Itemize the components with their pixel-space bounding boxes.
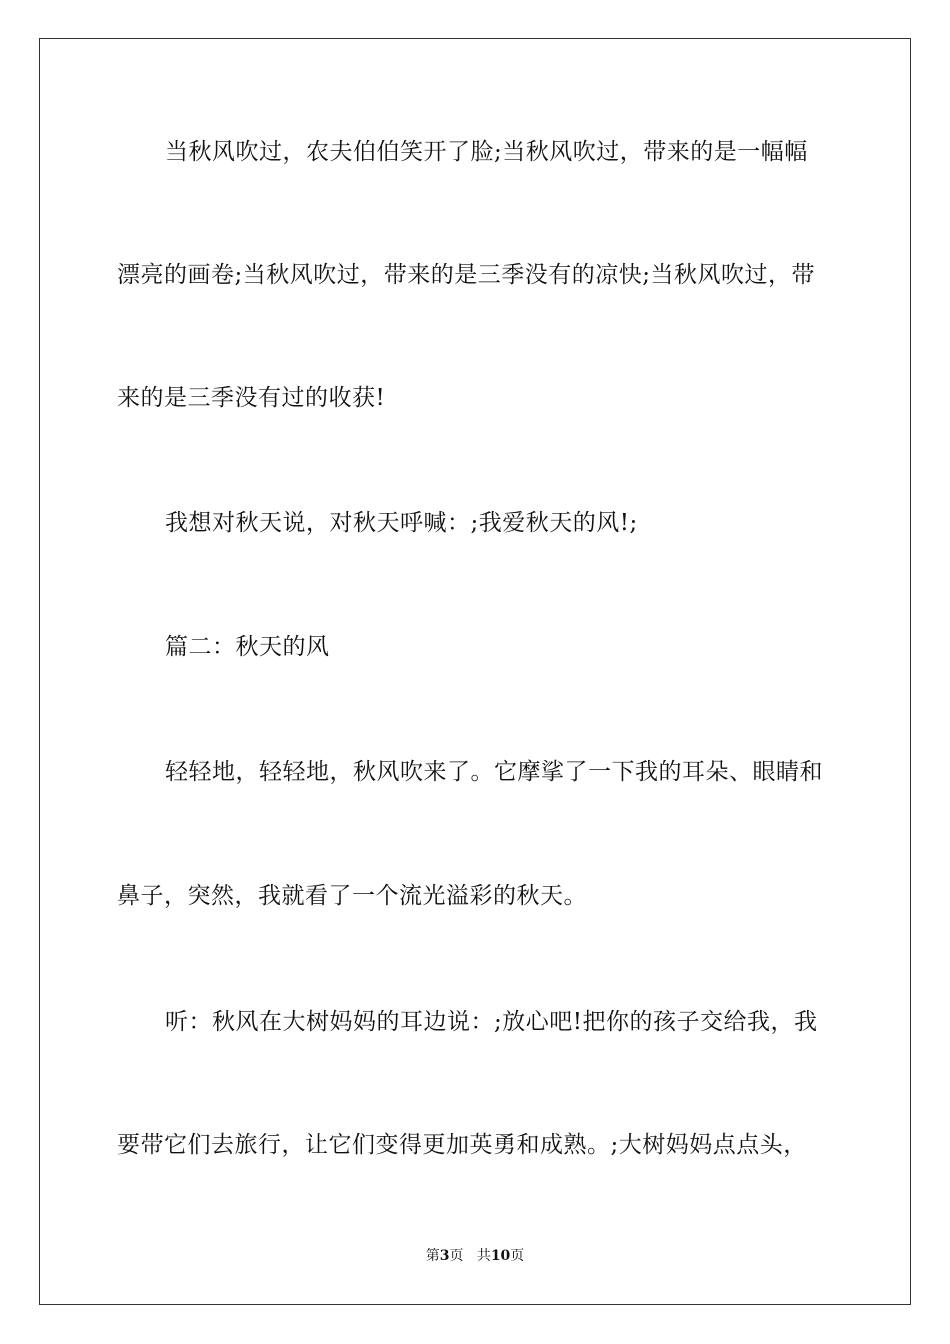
total-pages: 10 bbox=[490, 1248, 511, 1264]
page-frame bbox=[39, 38, 911, 1305]
paragraph-1-line-1: 当秋风吹过，农夫伯伯笑开了脸;当秋风吹过，带来的是一幅幅 bbox=[165, 139, 808, 165]
page-footer bbox=[0, 1247, 950, 1265]
paragraph-4-line-2: 要带它们去旅行，让它们变得更加英勇和成熟。;大树妈妈点点头， bbox=[117, 1132, 807, 1158]
page-number: 3 bbox=[439, 1248, 450, 1264]
paragraph-2-line-1: 我想对秋天说，对秋天呼喊：;我爱秋天的风!; bbox=[165, 510, 638, 536]
paragraph-1-line-2: 漂亮的画卷;当秋风吹过，带来的是三季没有的凉快;当秋风吹过，带 bbox=[117, 262, 815, 288]
total-suffix: 页 bbox=[510, 1248, 525, 1264]
section-heading: 篇二：秋天的风 bbox=[165, 634, 330, 660]
paragraph-3-line-2: 鼻子，突然，我就看了一个流光溢彩的秋天。 bbox=[117, 883, 587, 909]
paragraph-1-line-3: 来的是三季没有过的收获! bbox=[117, 385, 386, 411]
total-prefix: 共 bbox=[476, 1248, 491, 1264]
paragraph-4-line-1: 听：秋风在大树妈妈的耳边说：;放心吧!把你的孩子交给我，我 bbox=[165, 1009, 818, 1035]
paragraph-3-line-1: 轻轻地，轻轻地，秋风吹来了。它摩挲了一下我的耳朵、眼睛和 bbox=[165, 759, 823, 785]
page-prefix: 第 bbox=[425, 1248, 440, 1264]
page-suffix: 页 bbox=[449, 1248, 464, 1264]
